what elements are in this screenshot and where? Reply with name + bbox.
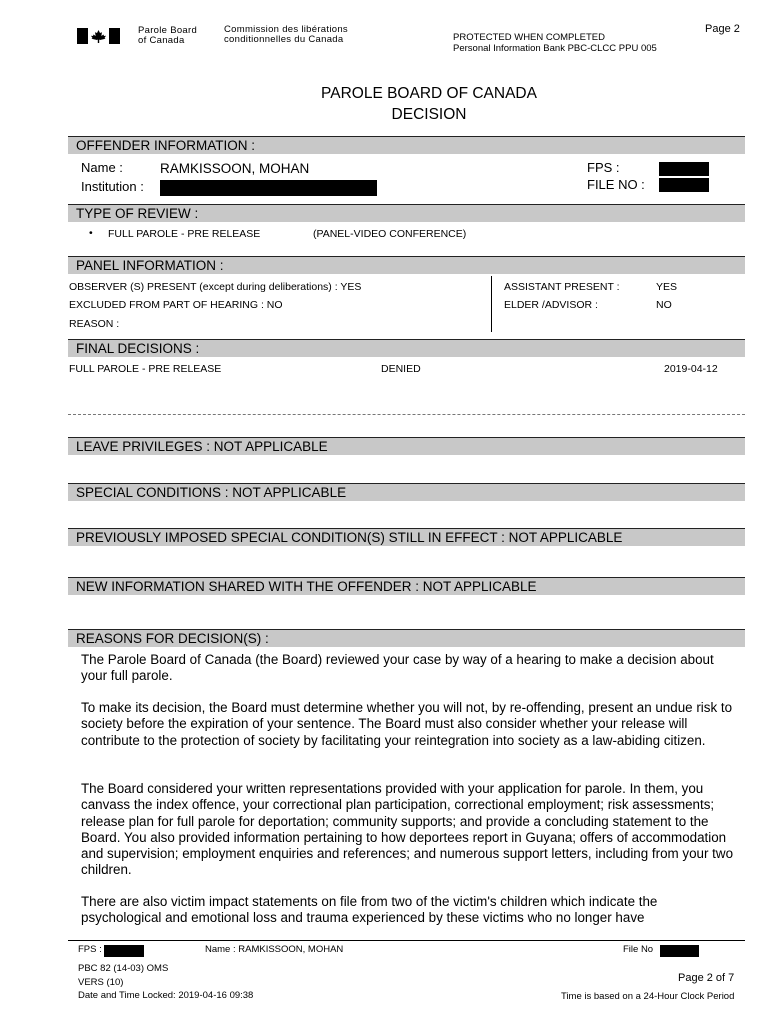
reasons-paragraph: To make its decision, the Board must determine whether you will not, by re-offending, present an undue risk to society before the expiration of your sentence. The Board must also consider whether your release will contribute to the protection of society by facilitating your reintegration into society as a law-abiding citizen. (81, 700, 733, 748)
page-subtitle: DECISION (391, 106, 467, 123)
redacted-institution (160, 180, 377, 196)
institution-label: Institution : (81, 179, 144, 194)
footer-fps-label: FPS : (78, 944, 102, 955)
redacted-footer-file (660, 945, 699, 957)
version-label: VERS (10) (78, 977, 124, 988)
dashed-divider (68, 414, 745, 415)
final-section-header (68, 339, 745, 357)
section-title: FINAL DECISIONS : (76, 341, 200, 356)
offender-name: RAMKISSOON, MOHAN (160, 161, 310, 176)
elder-value: NO (656, 299, 672, 311)
page-count: Page 2 of 7 (678, 972, 735, 984)
section-title: PANEL INFORMATION : (76, 258, 224, 273)
canada-flag-icon (77, 28, 120, 44)
offender-section-header (68, 136, 745, 154)
section-title: OFFENDER INFORMATION : (76, 138, 255, 153)
assistant-label: ASSISTANT PRESENT : (504, 281, 620, 293)
redacted-footer-fps (104, 945, 144, 957)
agency-name-fr: Commission des libérations conditionnelles du Canada (224, 24, 348, 45)
excluded-from-hearing: EXCLUDED FROM PART OF HEARING : NO (69, 299, 283, 311)
info-bank-label: Personal Information Bank PBC-CLCC PPU 005 (453, 43, 657, 54)
protected-label: PROTECTED WHEN COMPLETED (453, 32, 606, 43)
panel-divider (491, 276, 492, 332)
reasons-paragraph: The Parole Board of Canada (the Board) reviewed your case by way of a hearing to make a decision about your full parole. (81, 652, 714, 684)
file-no-label: FILE NO : (587, 177, 645, 192)
name-label: Name : (81, 160, 123, 175)
bullet-icon: • (89, 227, 93, 239)
section-title: LEAVE PRIVILEGES : NOT APPLICABLE (76, 439, 328, 454)
previous-conditions-header (68, 528, 745, 546)
section-title: SPECIAL CONDITIONS : NOT APPLICABLE (76, 485, 347, 500)
review-type: FULL PAROLE - PRE RELEASE (108, 228, 261, 240)
footer-name: Name : RAMKISSOON, MOHAN (205, 944, 344, 955)
fps-label: FPS : (587, 160, 620, 175)
redacted-file-no (659, 178, 709, 192)
observer-present: OBSERVER (S) PRESENT (except during deliberations) : YES (69, 281, 362, 293)
assistant-value: YES (656, 281, 678, 293)
decision-type: FULL PAROLE - PRE RELEASE (69, 363, 222, 375)
decision-outcome: DENIED (381, 363, 421, 375)
elder-label: ELDER /ADVISOR : (504, 299, 598, 311)
new-information-header (68, 577, 745, 595)
clock-note: Time is based on a 24-Hour Clock Period (561, 991, 735, 1002)
section-title: PREVIOUSLY IMPOSED SPECIAL CONDITION(S) STILL IN EFFECT : NOT APPLICABLE (76, 530, 623, 545)
form-number: PBC 82 (14-03) OMS (78, 963, 169, 974)
reason-label: REASON : (69, 318, 120, 330)
reasons-paragraph: There are also victim impact statements on file from two of the victim's children which indicate the psychological and emotional loss and trauma experienced by these victims who no longer have (81, 894, 658, 926)
date-locked: Date and Time Locked: 2019-04-16 09:38 (78, 990, 254, 1001)
redacted-fps (659, 162, 709, 176)
page-title: PAROLE BOARD OF CANADA (321, 85, 537, 102)
review-mode: (PANEL-VIDEO CONFERENCE) (313, 228, 467, 240)
footer-file-label: File No (623, 944, 654, 955)
panel-section-header (68, 256, 745, 274)
leave-privileges-header (68, 437, 745, 455)
reasons-paragraph: The Board considered your written representations provided with your application for parole. In them, you canvass the index offence, your correctional plan participation, correctional employment; risk assessments; release plan for full parole for deportation; community supports; and provide a concluding statement to the Board. You also provided information pertaining to how deportees report in Guyana; offers of accommodation and supervision; employment enquiries and references; and numerous support letters, including from your two children. (81, 781, 734, 878)
footer-rule (68, 940, 745, 941)
section-title: REASONS FOR DECISION(S) : (76, 631, 269, 646)
section-title: TYPE OF REVIEW : (76, 206, 199, 221)
section-title: NEW INFORMATION SHARED WITH THE OFFENDER : NOT APPLICABLE (76, 579, 537, 594)
review-section-header (68, 204, 745, 222)
decision-date: 2019-04-12 (664, 363, 718, 375)
special-conditions-header (68, 483, 745, 501)
reasons-header (68, 629, 745, 647)
agency-name-en: Parole Board of Canada (138, 25, 198, 46)
page-number-top: Page 2 (705, 23, 740, 35)
